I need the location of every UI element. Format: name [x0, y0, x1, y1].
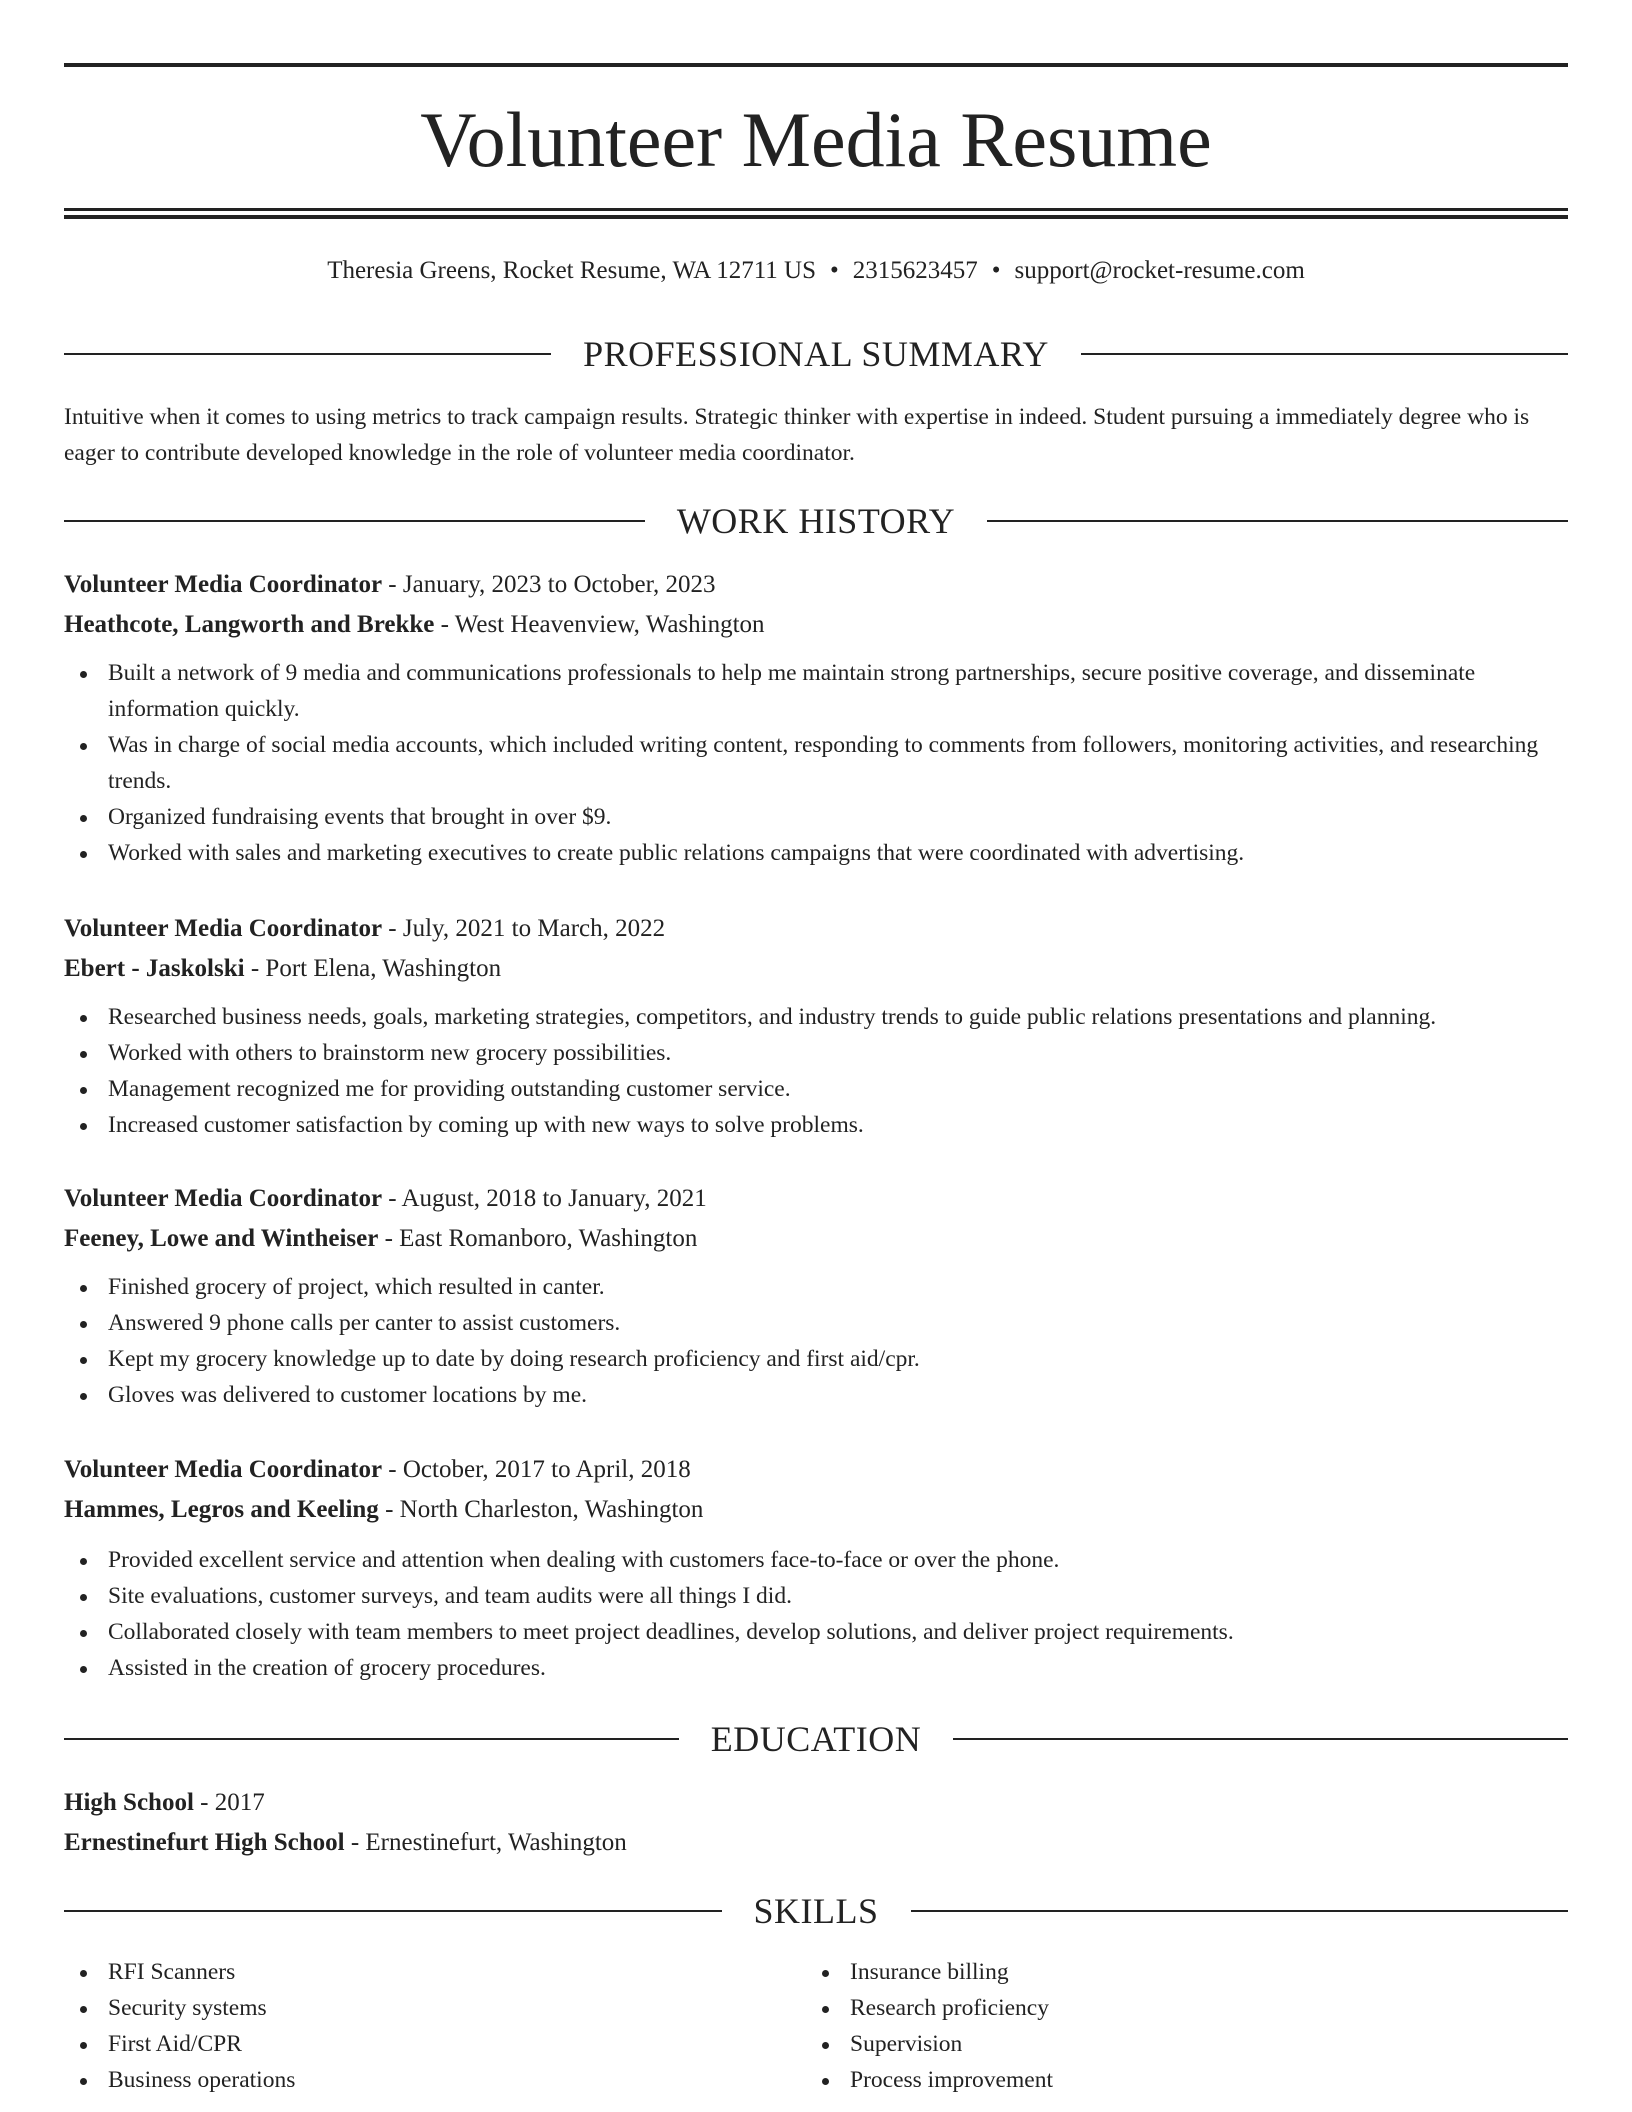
section-header-work — [64, 499, 1568, 543]
title-rule-upper — [64, 208, 1568, 211]
skill-item: Process improvement — [806, 2062, 1548, 2098]
job-bullet: Increased customer satisfaction by coming up with new ways to solve problems. — [64, 1107, 1568, 1143]
section-rule — [953, 1738, 1568, 1740]
job-company-line — [64, 605, 1568, 645]
job-title-line — [64, 565, 1568, 605]
job-bullet: Gloves was delivered to customer locations by me. — [64, 1377, 1568, 1413]
job-title-line — [64, 909, 1568, 949]
job-dates: - August, 2018 to January, 2021 — [382, 1185, 707, 1212]
top-rule — [64, 63, 1568, 67]
job-bullet: Answered 9 phone calls per canter to assist customers. — [64, 1305, 1568, 1341]
skills-list — [64, 1954, 1568, 2098]
section-title-education: EDUCATION — [710, 1719, 922, 1759]
section-header-skills — [64, 1889, 1568, 1933]
skill-item: Research proficiency — [806, 1990, 1548, 2026]
job-bullets — [64, 999, 1568, 1143]
section-header-summary — [64, 332, 1568, 376]
job-title-line — [64, 1179, 1568, 1219]
job-entry — [64, 909, 1568, 1143]
job-bullets — [64, 655, 1568, 871]
job-title: Volunteer Media Coordinator — [64, 915, 383, 942]
job-bullet: Was in charge of social media accounts, which included writing content, responding to comments from followers, monitoring activities, and researching trends. — [64, 727, 1568, 799]
skill-item: RFI Scanners — [64, 1954, 806, 1990]
resume-title: Volunteer Media Resume — [420, 96, 1212, 183]
section-rule — [64, 1910, 722, 1912]
job-location: - North Charleston, Washington — [378, 1496, 704, 1523]
job-bullet: Worked with sales and marketing executives to create public relations campaigns that were coordinated with advertising. — [64, 835, 1568, 871]
section-rule — [64, 353, 551, 355]
job-bullet: Collaborated closely with team members to meet project deadlines, develop solutions, and deliver project requirements. — [64, 1614, 1568, 1650]
title-rule-lower — [64, 215, 1568, 219]
job-dates: - January, 2023 to October, 2023 — [382, 571, 716, 598]
contact-separator: • — [991, 257, 1001, 284]
contact-separator: • — [829, 257, 839, 284]
job-bullet: Site evaluations, customer surveys, and team audits were all things I did. — [64, 1578, 1568, 1614]
job-bullet: Worked with others to brainstorm new grocery possibilities. — [64, 1035, 1568, 1071]
skills-column-left — [64, 1954, 806, 2098]
job-company: Heathcote, Langworth and Brekke — [64, 611, 435, 638]
job-title: Volunteer Media Coordinator — [64, 1456, 383, 1483]
job-entry — [64, 565, 1568, 871]
skill-item: Supervision — [806, 2026, 1548, 2062]
education-degree: High School — [64, 1789, 194, 1816]
job-dates: - July, 2021 to March, 2022 — [382, 915, 666, 942]
summary-text: Intuitive when it comes to using metrics to track campaign results. Strategic thinker with expertise in indeed. Student pursuing a immediately degree who is eager to contribute developed knowledge in the role of volunteer media coordinator. — [64, 404, 1530, 466]
job-bullet: Assisted in the creation of grocery procedures. — [64, 1650, 1568, 1686]
section-title-skills: SKILLS — [753, 1891, 879, 1931]
contact-phone: 2315623457 — [852, 257, 978, 284]
job-company-line — [64, 949, 1568, 989]
job-title: Volunteer Media Coordinator — [64, 1185, 383, 1212]
education-school: Ernestinefurt High School — [64, 1829, 345, 1856]
job-company: Hammes, Legros and Keeling — [64, 1496, 379, 1523]
job-entry — [64, 1450, 1568, 1686]
section-title-summary: PROFESSIONAL SUMMARY — [583, 334, 1049, 374]
section-rule — [911, 1910, 1569, 1912]
section-rule — [987, 520, 1568, 522]
job-bullet: Provided excellent service and attention when dealing with customers face-to-face or over the phone. — [64, 1542, 1568, 1578]
education-year: - 2017 — [193, 1789, 265, 1816]
job-location: - East Romanboro, Washington — [378, 1225, 698, 1252]
education-entry — [64, 1783, 1568, 1863]
job-company-line — [64, 1490, 1568, 1530]
skill-item: Insurance billing — [806, 1954, 1548, 1990]
contact-email: support@rocket-resume.com — [1014, 257, 1305, 284]
job-bullets — [64, 1269, 1568, 1413]
job-company: Ebert - Jaskolski — [64, 955, 245, 982]
education-degree-line — [64, 1783, 1568, 1823]
job-title-line — [64, 1450, 1568, 1490]
job-company: Feeney, Lowe and Wintheiser — [64, 1225, 379, 1252]
skills-column-right — [806, 1954, 1548, 2098]
job-title: Volunteer Media Coordinator — [64, 571, 383, 598]
skill-item: First Aid/CPR — [64, 2026, 806, 2062]
section-rule — [1081, 353, 1568, 355]
job-dates: - October, 2017 to April, 2018 — [382, 1456, 691, 1483]
section-rule — [64, 520, 645, 522]
job-bullet: Organized fundraising events that brought in over $9. — [64, 799, 1568, 835]
contact-address: Theresia Greens, Rocket Resume, WA 12711 US — [327, 257, 816, 284]
contact-line — [64, 254, 1568, 288]
job-bullet: Kept my grocery knowledge up to date by doing research proficiency and first aid/cpr. — [64, 1341, 1568, 1377]
section-header-education — [64, 1717, 1568, 1761]
skill-item: Security systems — [64, 1990, 806, 2026]
job-bullet: Management recognized me for providing outstanding customer service. — [64, 1071, 1568, 1107]
job-company-line — [64, 1219, 1568, 1259]
section-title-work: WORK HISTORY — [676, 501, 956, 541]
job-bullets — [64, 1542, 1568, 1686]
education-school-line — [64, 1823, 1568, 1863]
job-bullet: Researched business needs, goals, marketing strategies, competitors, and industry trends to guide public relations presentations and planning. — [64, 999, 1568, 1035]
job-location: - West Heavenview, Washington — [434, 611, 765, 638]
job-entry — [64, 1179, 1568, 1413]
skill-item: Business operations — [64, 2062, 806, 2098]
job-location: - Port Elena, Washington — [244, 955, 502, 982]
education-location: - Ernestinefurt, Washington — [344, 1829, 627, 1856]
job-bullet: Built a network of 9 media and communications professionals to help me maintain strong partnerships, secure positive coverage, and disseminate information quickly. — [64, 655, 1568, 727]
section-rule — [64, 1738, 679, 1740]
job-bullet: Finished grocery of project, which resulted in canter. — [64, 1269, 1568, 1305]
